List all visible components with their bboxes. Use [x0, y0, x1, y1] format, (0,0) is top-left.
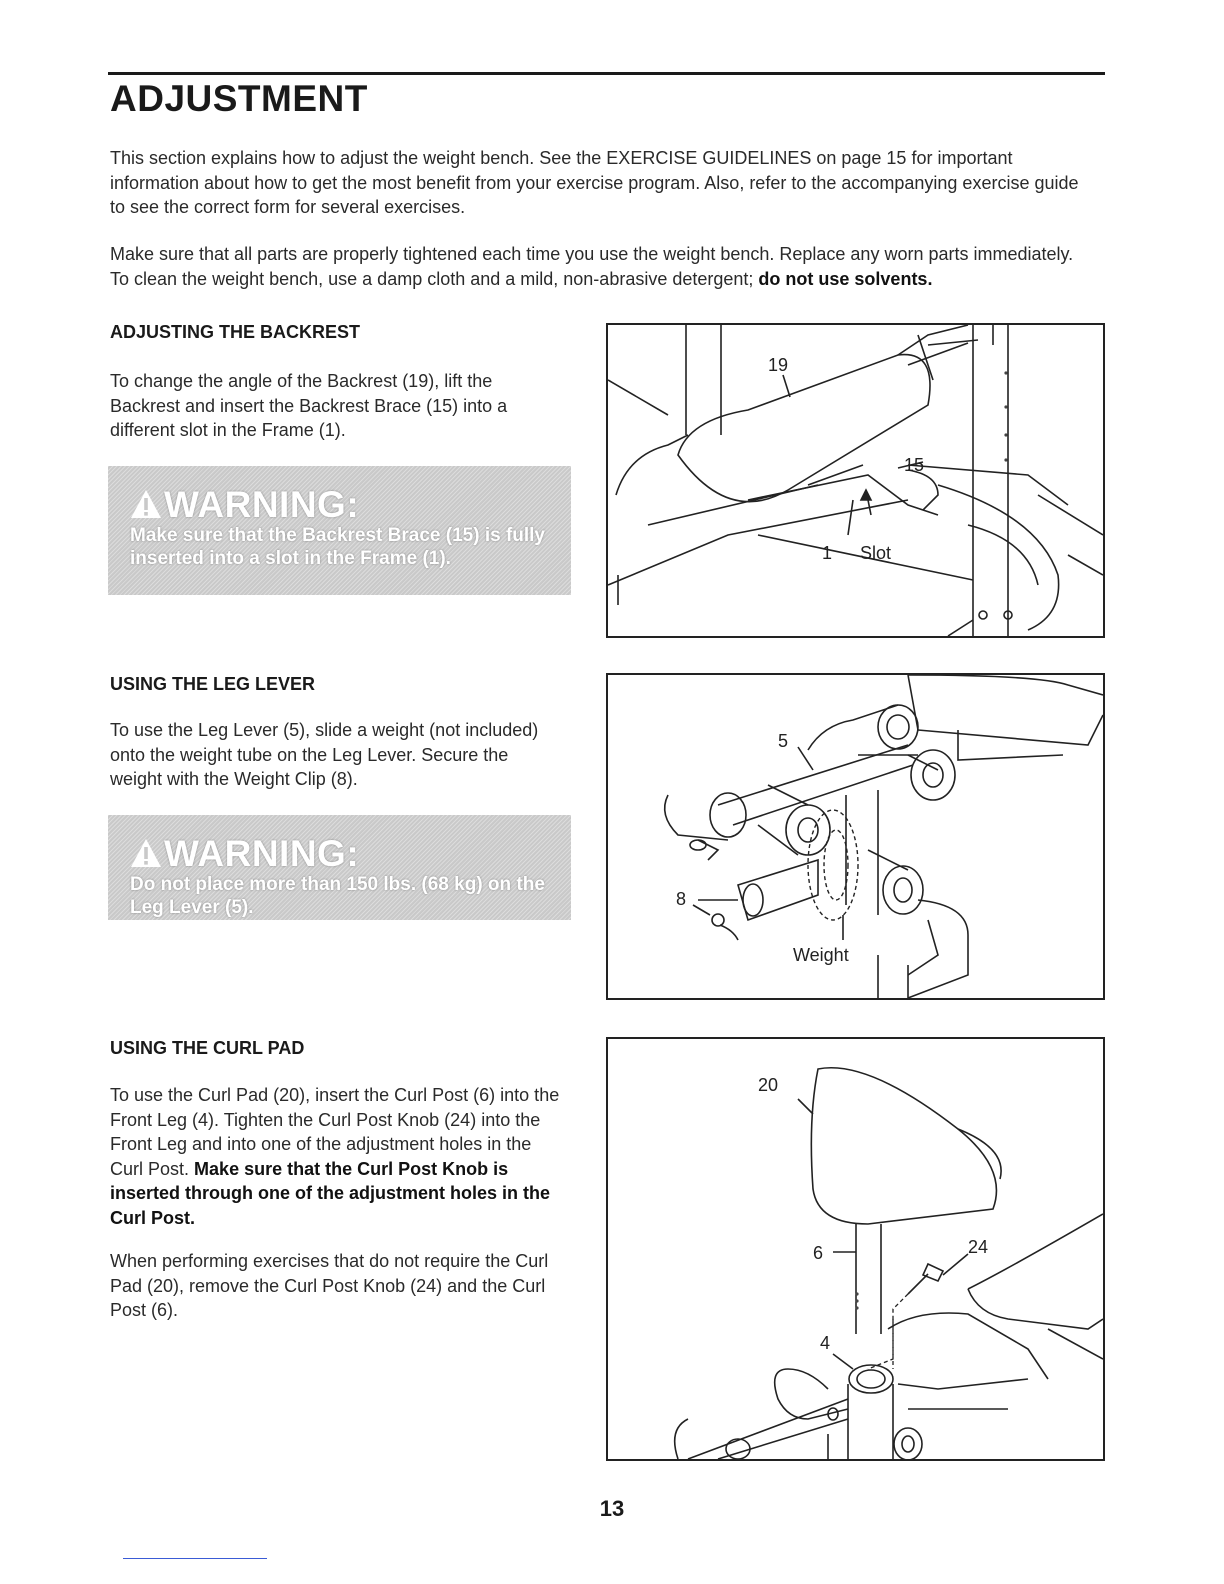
label-leg: 4 [820, 1333, 831, 1353]
footer-line [123, 1558, 267, 1559]
backrest-heading: ADJUSTING THE BACKREST [110, 322, 361, 342]
label-post: 6 [813, 1243, 824, 1263]
curl-pad-text [110, 1083, 565, 1230]
warning-message: Do not place more than 150 lbs. (68 kg) on the Leg Lever (5). [130, 874, 545, 918]
leg-lever-heading: USING THE LEG LEVER [110, 674, 316, 694]
intro-paragraph: This section explains how to adjust the weight bench. See the EXERCISE GUIDELINES on page 15 for important information about how to get the most benefit from your exercise program. Also, refer to the accompanying exercise guide to see the correct form for several exercises. [110, 148, 1079, 217]
label-frame: 1 [822, 543, 833, 563]
page-number: 13 [599, 1496, 625, 1521]
curl-pad-heading: USING THE CURL PAD [110, 1038, 305, 1058]
warning-lead: WARNING: [164, 484, 360, 525]
leg-lever-warning [108, 815, 571, 920]
curl-pad-text-normal: To use the Curl Pad (20), insert the Curl Post (6) into the Front Leg (4). Tighten the Curl Post Knob (24) into the Front Leg and into one of the adjustment holes in the Curl Post. [110, 1085, 560, 1179]
label-clip: 8 [676, 889, 687, 909]
leg-lever-text: To use the Leg Lever (5), slide a weight (not included) onto the weight tube on the Leg Lever. Secure the weight with the Weight Clip (8). [110, 720, 539, 789]
warning-triangle-icon [130, 489, 162, 524]
curl-pad-text-2: When performing exercises that do not require the Curl Pad (20), remove the Curl Post Knob (24) and the Curl Post (6). [110, 1251, 549, 1320]
label-lever: 5 [778, 731, 789, 751]
warning-lead: WARNING: [164, 833, 360, 874]
leg-lever-figure [606, 673, 1105, 1000]
label-pad: 20 [758, 1075, 779, 1095]
backrest-text: To change the angle of the Backrest (19), lift the Backrest and insert the Backrest Brace (15) into a different slot in the Frame (1). [110, 371, 508, 440]
label-knob: 24 [968, 1237, 989, 1257]
label-brace: 15 [904, 455, 925, 475]
curl-pad-text-bold: Make sure that the Curl Post Knob is inserted through one of the adjustment holes in the Curl Post. [110, 1158, 551, 1228]
page-title: ADJUSTMENT [110, 78, 368, 119]
label-weight: Weight [793, 945, 849, 965]
header-rule [108, 72, 1105, 75]
warning-triangle-icon [130, 838, 162, 873]
label-backrest: 19 [768, 355, 789, 375]
backrest-warning [108, 466, 571, 595]
backrest-figure [606, 323, 1105, 638]
warning-message: Make sure that the Backrest Brace (15) is fully inserted into a slot in the Frame (1). [130, 525, 546, 569]
care-paragraph [110, 242, 1095, 291]
care-bold: do not use solvents. [758, 268, 933, 289]
care-text: Make sure that all parts are properly tightened each time you use the weight bench. Replace any worn parts immediately. To clean the weight bench, use a damp cloth and a mild, non-abrasive detergent; [110, 244, 1074, 289]
curl-pad-figure [606, 1037, 1105, 1461]
label-slot: Slot [860, 543, 892, 563]
